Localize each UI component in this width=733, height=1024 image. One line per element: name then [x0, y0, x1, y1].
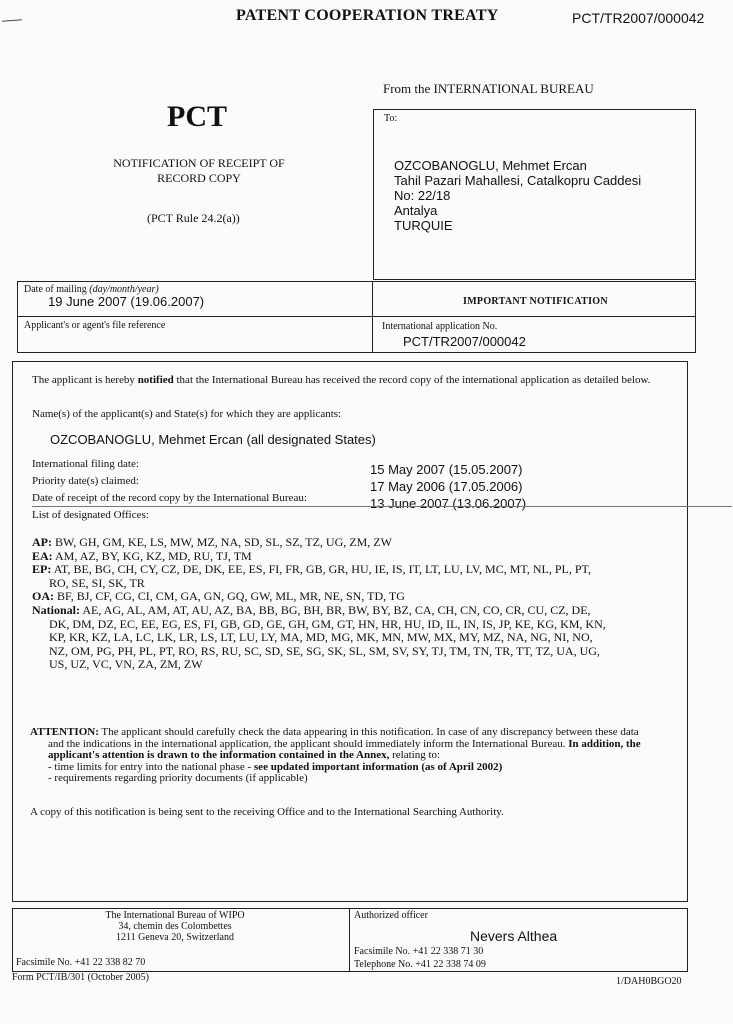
copy-notice: A copy of this notification is being sent to the receiving Office and to the International Searching Authority. [30, 806, 504, 818]
office-group-ap: AP: BW, GH, GM, KE, LS, MW, MZ, NA, SD, SL, SZ, TZ, UG, ZM, ZW [32, 535, 392, 549]
officer-telephone: Telephone No. +41 22 338 74 09 [354, 959, 486, 970]
office-group-national-continued: DK, DM, DZ, EC, EE, EG, ES, FI, GB, GD, GE, GH, GM, GT, HN, HR, HU, ID, IL, IN, IS, JP, KE, KG, KM, KN, [49, 616, 606, 631]
attention-line: ATTENTION: The applicant should carefully check the data appearing in this notification. In case of any discrepancy between these data [30, 726, 639, 738]
office-group-ea: EA: AM, AZ, BY, KG, KZ, MD, RU, TJ, TM [32, 548, 252, 563]
bureau-line: 1211 Geneva 20, Switzerland [116, 932, 234, 943]
intro-paragraph: The applicant is hereby notified that the International Bureau has received the record copy of the international application as detailed below. [32, 374, 651, 386]
treaty-title: PATENT COOPERATION TREATY [236, 7, 499, 24]
priority-date-label: Priority date(s) claimed: [32, 475, 139, 487]
info-table-row-divider [17, 316, 696, 317]
record-copy-receipt-label: Date of receipt of the record copy by the International Bureau: [32, 492, 307, 504]
address-line: No: 22/18 [394, 188, 451, 203]
important-notification-heading: IMPORTANT NOTIFICATION [463, 296, 608, 307]
bureau-line: The International Bureau of WIPO [105, 910, 245, 921]
international-application-label: International application No. [382, 321, 498, 332]
office-group-oa: OA: BF, BJ, CF, CG, CI, CM, GA, GN, GQ, GW, ML, MR, NE, SN, TD, TG [32, 589, 405, 604]
office-group-ep: EP: AT, BE, BG, CH, CY, CZ, DE, DK, EE, ES, FI, FR, GB, GR, HU, IE, IS, IT, LT, LU, LV, MC, MT, NL, PL, PT, [32, 562, 591, 577]
mailing-date-value: 19 June 2007 (19.06.2007) [48, 294, 205, 309]
office-group-national-continued: KP, KR, KZ, LA, LC, LK, LR, LS, LT, LU, LY, MA, MD, MG, MK, MN, MW, MX, MY, MZ, NA, NG, NI, NO, [49, 630, 593, 645]
header-reference-number: PCT/TR2007/000042 [572, 10, 705, 26]
designated-offices-list [32, 536, 692, 672]
applicant-name: OZCOBANOGLU, Mehmet Ercan (all designated States) [50, 432, 376, 447]
document-code: 1/DAH0BGO20 [616, 976, 682, 987]
filing-date-value: 15 May 2007 (15.05.2007) [370, 462, 523, 477]
designated-offices-label: List of designated Offices: [32, 509, 149, 521]
office-group-national: National: AE, AG, AL, AM, AT, AU, AZ, BA, BB, BG, BH, BR, BW, BY, BZ, CA, CH, CN, CO, CR, CU, CZ, DE, [32, 602, 591, 617]
filing-date-label: International filing date: [32, 458, 139, 470]
attention-item: - requirements regarding priority documents (if applicable) [48, 772, 308, 784]
rule-reference: (PCT Rule 24.2(a)) [147, 211, 240, 225]
attention-item: - time limits for entry into the national phase - see updated important information (as of April 2002) [48, 760, 503, 773]
address-line: OZCOBANOGLU, Mehmet Ercan [394, 158, 587, 173]
attention-line: and the indications in the international application, the applicant should immediately inform the International Bureau. In addition, the [48, 737, 641, 750]
record-copy-receipt-value: 13 June 2007 (13.06.2007) [370, 496, 527, 511]
address-line: Antalya [394, 203, 438, 218]
priority-date-value: 17 May 2006 (17.05.2006) [370, 479, 523, 494]
authorized-officer-name: Nevers Althea [470, 928, 558, 944]
officer-facsimile: Facsimile No. +41 22 338 71 30 [354, 946, 484, 957]
bureau-facsimile: Facsimile No. +41 22 338 82 70 [16, 957, 146, 968]
office-group-national-continued: NZ, OM, PG, PH, PL, PT, RO, RS, RU, SC, SD, SE, SG, SK, SL, SM, SV, SY, TJ, TM, TN, TR, TT, TZ, UA, UG, [49, 643, 600, 658]
scan-fold-line [32, 506, 732, 507]
info-table-divider [372, 281, 373, 353]
mailing-date-label: Date of mailing (day/month/year) [24, 284, 159, 295]
international-application-number: PCT/TR2007/000042 [403, 334, 526, 349]
attention-line: applicant's attention is drawn to the information contained in the Annex, relating to: [48, 749, 441, 761]
from-line: From the INTERNATIONAL BUREAU [383, 81, 594, 96]
office-group-ep-continued: RO, SE, SI, SK, TR [49, 575, 145, 590]
authorized-officer-label: Authorized officer [354, 910, 428, 921]
notification-title: NOTIFICATION OF RECEIPT OF RECORD COPY [113, 156, 285, 185]
to-label: To: [384, 113, 398, 124]
address-line: Tahil Pazari Mahallesi, Catalkopru Caddesi [394, 173, 642, 188]
applicant-names-label: Name(s) of the applicant(s) and State(s) for which they are applicants: [32, 408, 342, 420]
bureau-line: 34, chemin des Colombettes [118, 921, 232, 932]
attention-notice [30, 727, 690, 785]
office-group-national-continued: US, UZ, VC, VN, ZA, ZM, ZW [49, 657, 203, 672]
addressee-address [394, 158, 641, 233]
bureau-address [60, 910, 290, 943]
pct-logo: PCT [167, 100, 227, 133]
form-identifier: Form PCT/IB/301 (October 2005) [12, 972, 149, 983]
margin-scribble [2, 19, 22, 21]
footer-divider [349, 908, 350, 972]
address-line: TURQUIE [394, 218, 453, 233]
file-reference-label: Applicant's or agent's file reference [24, 320, 166, 331]
